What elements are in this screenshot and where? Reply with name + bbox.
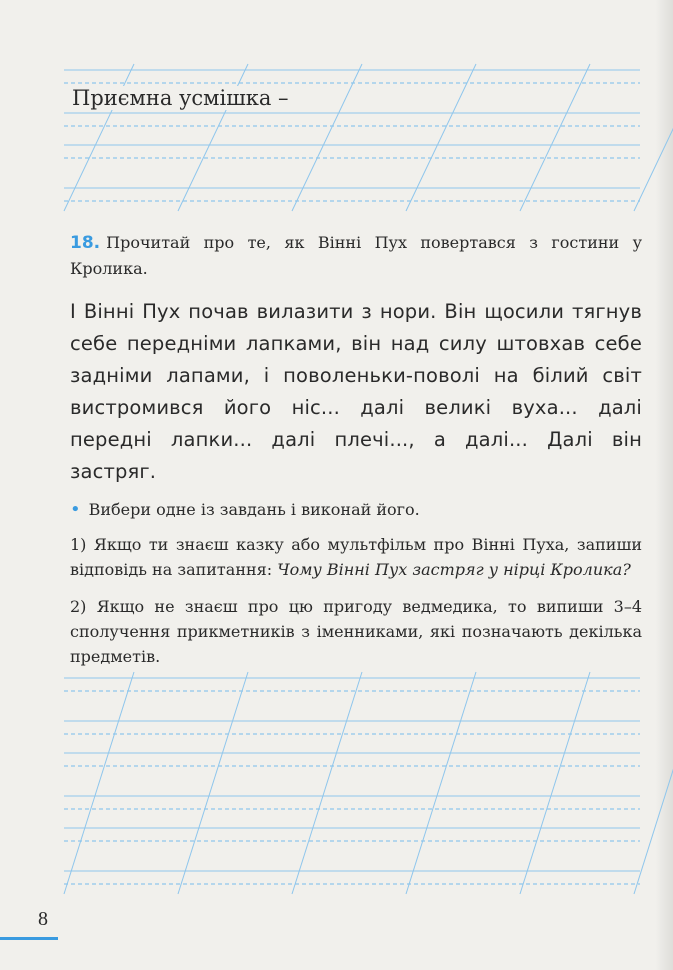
option-1-question: Чому Вінні Пух застряг у нірці Кролика? [277, 560, 631, 579]
option-1 [70, 532, 642, 582]
bullet-instruction-row [70, 498, 642, 522]
task-number: 18. [70, 233, 101, 253]
option-1-text: 1) Якщо ти знаєш казку або мультфільм про Вінні Пуха, запиши відповідь на запитання: [70, 535, 642, 579]
story-text: І Вінні Пух почав вилазити з нори. Він щосили тягнув себе передніми лапками, він над силу штовхав себе задніми лапами, і поволеньки-поволі на білий світ вистромився його ніс... далі великі вуха... далі передні лапки... далі плечі..., а далі... Далі він застряг. [70, 300, 642, 483]
page-edge-shadow [655, 0, 673, 970]
writing-lines-bottom [64, 672, 640, 894]
page-number: 8 [38, 908, 48, 930]
intro-line: Приємна усмішка – [72, 86, 297, 110]
task-instruction: Прочитай про те, як Вінні Пух повертався з гостини у Кролика. [70, 233, 642, 278]
task-18 [70, 230, 642, 669]
page-number-rule [0, 937, 58, 940]
task-instruction-row [70, 230, 642, 281]
bullet-instruction: Вибери одне із завдань і виконай його. [88, 500, 420, 519]
option-2: 2) Якщо не знаєш про цю пригоду ведмедика, то випиши 3–4 сполучення прикметників з іменниками, які позначають декілька предметів. [70, 597, 642, 666]
bullet-dot-icon: • [70, 499, 81, 520]
